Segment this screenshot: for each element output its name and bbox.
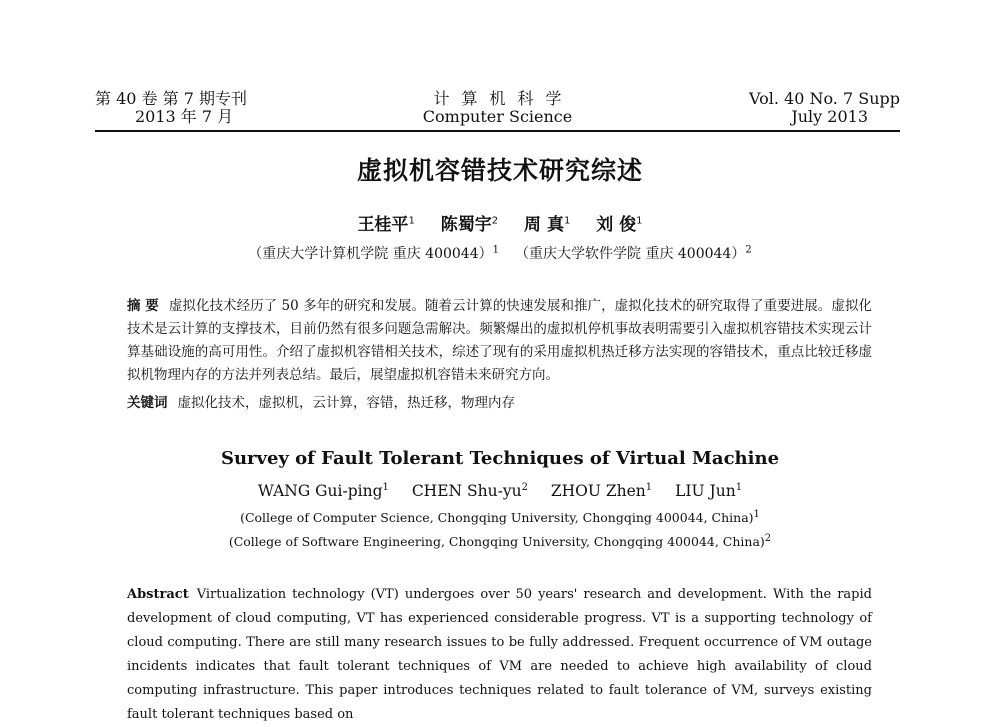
- author-cn: 陈蜀宇$^2$: [440, 215, 499, 235]
- journal-name-en: Computer Science: [422, 107, 573, 126]
- author-list-en: [0, 482, 1000, 500]
- header-volume-info-en: [749, 90, 900, 126]
- keywords-cn-text: 虚拟化技术，虚拟机，云计算，容错，热迁移，物理内存: [177, 395, 515, 411]
- abstract-en-text: Virtualization technology (VT) undergoes over 50 years' research and development. With the rapid development of cloud computing, VT has experienced considerable progress. VT is a supporting technology of cloud computing. There are still many research issues to be fully addressed. Frequent occurrence of VM outage incidents indicates that fault tolerant techniques of VM are needed to achieve high availability of cloud computing infrastructure. This paper introduces techniques related to fault tolerance of VM, surveys existing fault tolerant techniques based on: [127, 587, 872, 722]
- author-en: CHEN Shu-$yu^2$: [411, 481, 528, 500]
- journal-header: [95, 90, 900, 130]
- author-en: ZHOU Zhen$^1$: [550, 481, 653, 500]
- paper-title-en: Survey of Fault Tolerant Techniques of Virtual Machine: [220, 448, 780, 469]
- author-cn: 王桂平$^1$: [357, 215, 415, 235]
- abstract-cn-label: 摘 要: [127, 298, 159, 314]
- keywords-cn-label: 关键词: [127, 395, 168, 411]
- header-date-en: July 2013: [791, 107, 868, 126]
- affiliation-cn: （重庆大学软件学院 重庆 400044）$^2$: [515, 244, 752, 262]
- abstract-cn-text: 虚拟化技术经历了 50 多年的研究和发展。随着云计算的快速发展和推广，虚拟化技术的研究取得了重要进展。虚拟化技术是云计算的支撑技术，目前仍然有很多问题急需解决。频繁爆出的虚拟机停机事故表明需要引入虚拟机容错技术实现云计算基础设施的高可用性。介绍了虚拟机容错相关技术，综述了现有的采用虚拟机热迁移方法实现的容错技术，重点比较迁移虚拟机物理内存的方法并列表总结。最后，展望虚拟机容错未来研究方向。: [127, 298, 872, 383]
- header-rule: [95, 130, 900, 132]
- author-cn: 刘 俊$^1$: [596, 215, 643, 235]
- journal-name-cn: 计算机科学: [433, 89, 574, 108]
- author-list-cn: [0, 210, 1000, 235]
- header-date-cn: 2013 年 7 月: [135, 107, 234, 126]
- abstract-cn: [127, 295, 872, 387]
- header-volume-issue-en: Vol. 40 No. 7 Supp: [749, 89, 900, 108]
- abstract-en: [127, 583, 872, 727]
- affiliation-cn: （重庆大学计算机学院 重庆 400044）$^1$: [248, 244, 499, 262]
- author-en: LIU Jun$^1$: [675, 481, 743, 500]
- abstract-en-label: Abstract: [127, 587, 189, 602]
- affiliations-cn: [0, 243, 1000, 263]
- author-cn: 周 真$^1$: [524, 215, 571, 235]
- header-volume-issue: 第 40 卷 第 7 期专刊: [95, 89, 247, 108]
- affiliation-en: (College of Computer Science, Chongqing University, Chongqing 400044, China)$^1$: [240, 508, 760, 525]
- paper-title-cn: 虚拟机容错技术研究综述: [356, 156, 643, 185]
- author-en: WANG Gui-ping$^1$: [257, 481, 389, 500]
- keywords-cn: [127, 392, 872, 415]
- affiliation-en: (College of Software Engineering, Chongqing University, Chongqing 400044, China)$^2$: [228, 532, 772, 549]
